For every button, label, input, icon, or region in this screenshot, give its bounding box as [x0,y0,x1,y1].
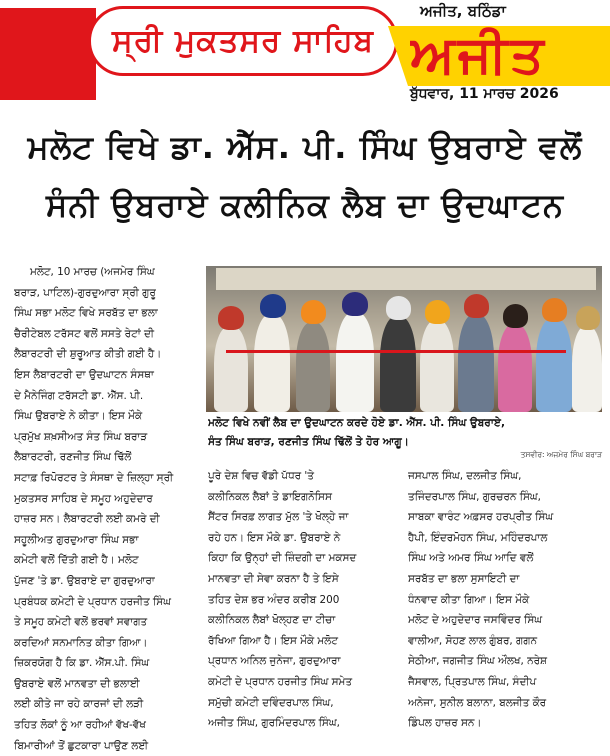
photo-caption-line-1: ਮਲੋਟ ਵਿਖੇ ਨਵੀਂ ਲੈਬ ਦਾ ਉਦਘਾਟਨ ਕਰਦੇ ਹੋਏ ਡਾ. ਐੱਸ. ਪੀ. ਸਿੰਘ ਉਬਰਾਏ, [208,417,505,429]
body-line: ਸਮੁੱਚੀ ਕਮੇਟੀ ਦਵਿੰਦਰਪਾਲ ਸਿੰਘ, [208,696,334,709]
body-line: ਕਰਦਿਆਂ ਸਨਮਾਨਿਤ ਕੀਤਾ ਗਿਆ। [14,636,148,649]
body-line: ਸਹੂਲੀਅਤ ਗੁਰਦੁਆਰਾ ਸਿੰਘ ਸਭਾ [14,533,139,546]
city-banner [88,6,398,76]
body-line: ਪ੍ਰਬੰਧਕ ਕਮੇਟੀ ਦੇ ਪ੍ਰਧਾਨ ਹਰਜੀਤ ਸਿੰਘ [14,595,171,608]
body-line: ਅਨੇਜਾ, ਸੁਨੀਲ ਬਲਾਨਾ, ਬਲਜੀਤ ਕੌਰ [408,696,547,709]
body-line: ਲਈ ਕੀਤੇ ਜਾ ਰਹੇ ਕਾਰਜਾਂ ਦੀ ਲੜੀ [14,698,144,711]
article-photo [206,266,602,412]
body-line: ਸਟਾਫ਼ ਰਿਪੋਰਟਰ ਤੇ ਸੰਸਥਾ ਦੇ ਜ਼ਿਲ੍ਹਾ ਸ੍ਰੀ [14,471,174,484]
body-line: ਮਾਨਵਤਾ ਦੀ ਸੇਵਾ ਕਰਨਾ ਹੈ ਤੇ ਇਸੇ [208,572,339,585]
body-line: ਵਾਲੀਆ, ਸੋਹਣ ਲਾਲ ਗੁੰਬਰ, ਗਗਨ [408,634,537,647]
body-line: ਕਲੀਨਿਕਲ ਲੈਬਾਂ ਖੋਲ੍ਹਣ ਦਾ ਟੀਚਾ [208,614,336,627]
body-line: ਤਹਿਤ ਦੇਸ਼ ਭਰ ਅੰਦਰ ਕਰੀਬ 200 [208,593,340,606]
headline-line-2: ਸੰਨੀ ਉਬਰਾਏ ਕਲੀਨਿਕ ਲੈਬ ਦਾ ਉਦਘਾਟਨ [46,186,564,224]
body-line: ਰਹੇ ਹਨ। ਇਸ ਮੌਕੇ ਡਾ. ਉਬਰਾਏ ਨੇ [208,531,341,544]
body-line: ਤੇ ਸਮੂਹ ਕਮੇਟੀ ਵਲੋਂ ਭਰਵਾਂ ਸਵਾਗਤ [14,616,148,629]
body-line: ਪ੍ਰਮੁੱਖ ਸ਼ਖ਼ਸੀਅਤ ਸੰਤ ਸਿੰਘ ਬਰਾੜ [14,430,148,443]
body-line: ਕਮੇਟੀ ਵਲੋਂ ਦਿੱਤੀ ਗਈ ਹੈ। ਮਲੋਟ [14,554,139,567]
body-line: ਸਿੰਘ ਸਭਾ ਮਲੋਟ ਵਿਖੇ ਸਰਬੱਤ ਦਾ ਭਲਾ [14,307,158,320]
body-line: ਮਲੋਟ ਦੇ ਅਹੁਦੇਦਾਰ ਜਸਵਿੰਦਰ ਸਿੰਘ [408,614,542,627]
body-line: ਬਰਾੜ, ਪਾਟਿਲ)-ਗੁਰਦੁਆਰਾ ਸ੍ਰੀ ਗੁਰੂ [14,286,156,299]
newspaper-logo: ਅਜੀਤ [410,24,547,85]
body-line: ਜੈਸਵਾਲ, ਪ੍ਰਿਤਪਾਲ ਸਿੰਘ, ਸੰਦੀਪ [408,675,537,688]
body-line: ਹੈਪੀ, ਇੰਦਰਮੋਹਨ ਸਿੰਘ, ਮਹਿੰਦਰਪਾਲ [408,531,548,544]
body-line: ਧੰਨਵਾਦ ਕੀਤਾ ਗਿਆ। ਇਸ ਮੌਕੇ [408,593,530,606]
body-line: ਸਿੰਘ ਉਬਰਾਏ ਨੇ ਕੀਤਾ। ਇਸ ਮੌਕੇ [14,410,143,423]
body-line: ਕਿਹਾ ਕਿ ਉਨ੍ਹਾਂ ਦੀ ਜ਼ਿੰਦਗੀ ਦਾ ਮਕਸਦ [208,552,357,565]
body-line: ਚੈਰੀਟੇਬਲ ਟਰੱਸਟ ਵਲੋਂ ਸਸਤੇ ਰੇਟਾਂ ਦੀ [14,327,155,340]
body-line: ਸੇਠੀਆ, ਜਗਜੀਤ ਸਿੰਘ ਔਲਖ, ਨਰੇਸ਼ [408,655,547,668]
publication-date: ਬੁੱਧਵਾਰ, 11 ਮਾਰਚ 2026 [410,86,559,102]
body-line: ਤਹਿਤ ਲੋਕਾਂ ਨੂੰ ਆ ਰਹੀਆਂ ਵੱਖ-ਵੱਖ [14,719,146,732]
body-line: ਲੈਬਾਰਟਰੀ, ਰਣਜੀਤ ਸਿੰਘ ਢਿੱਲੋਂ [14,451,132,464]
body-line: ਡਿੰਪਲ ਹਾਜ਼ਰ ਸਨ। [408,717,482,730]
body-line: ਅਜੀਤ ਸਿੰਘ, ਗੁਰਮਿੰਦਰਪਾਲ ਸਿੰਘ, [208,717,340,730]
body-line: ਜ਼ਿਕਰਯੋਗ ਹੈ ਕਿ ਡਾ. ਐੱਸ.ਪੀ. ਸਿੰਘ [14,657,150,670]
inauguration-ribbon [226,350,566,353]
body-line: ਕਮੇਟੀ ਦੇ ਪ੍ਰਧਾਨ ਹਰਜੀਤ ਸਿੰਘ ਸਮੇਤ [208,675,353,688]
body-line: ਰੱਖਿਆ ਗਿਆ ਹੈ। ਇਸ ਮੌਕੇ ਮਲੋਟ [208,634,338,647]
body-line: ਸਰਬੱਤ ਦਾ ਭਲਾ ਸੁਸਾਇਟੀ ਦਾ [408,572,520,585]
body-line: ਪੁੱਜਣ 'ਤੇ ਡਾ. ਉਬਰਾਏ ਦਾ ਗੁਰਦੁਆਰਾ [14,574,155,587]
article-column-middle [208,466,404,730]
body-line: ਸੈਂਟਰ ਸਿਰਫ਼ ਲਾਗਤ ਮੁੱਲ 'ਤੇ ਖੋਲ੍ਹੇ ਜਾ [208,511,349,524]
article-column-left [14,262,206,752]
body-line: ਬਿਮਾਰੀਆਂ ਤੋਂ ਛੁਟਕਾਰਾ ਪਾਉਣ ਲਈ [14,739,148,752]
city-name: ਸ੍ਰੀ ਮੁਕਤਸਰ ਸਾਹਿਬ [112,22,374,59]
body-line: ਉਬਰਾਏ ਵਲੋਂ ਮਾਨਵਤਾ ਦੀ ਭਲਾਈ [14,677,140,690]
body-line: ਪੂਰੇ ਦੇਸ਼ ਵਿਚ ਵੱਡੀ ਪੱਧਰ 'ਤੇ [208,470,314,482]
photo-credit: ਤਸਵੀਰ: ਅਜਮੇਰ ਸਿੰਘ ਬਰਾੜ [520,450,602,459]
photo-caption-line-2: ਸੰਤ ਸਿੰਘ ਬਰਾੜ, ਰਣਜੀਤ ਸਿੰਘ ਢਿੱਲੋਂ ਤੇ ਹੋਰ ਆਗੂ। [208,436,409,448]
body-line: ਪ੍ਰਧਾਨ ਅਨਿਲ ਜੁਨੇਜਾ, ਗੁਰਦੁਆਰਾ [208,655,341,668]
body-line: ਤਜਿੰਦਰਪਾਲ ਸਿੰਘ, ਗੁਰਚਰਨ ਸਿੰਘ, [408,490,541,503]
photo-caption [208,414,602,452]
body-line: ਮੁਕਤਸਰ ਸਾਹਿਬ ਦੇ ਸਮੂਹ ਅਹੁਦੇਦਾਰ [14,492,153,505]
body-line: ਇਸ ਲੈਬਾਰਟਰੀ ਦਾ ਉਦਘਾਟਨ ਸੰਸਥਾ [14,368,154,381]
headline-line-1: ਮਲੋਟ ਵਿਖੇ ਡਾ. ਐੱਸ. ਪੀ. ਸਿੰਘ ਉਬਰਾਏ ਵਲੋਂ [27,128,583,166]
body-line: ਕਲੀਨਿਕਲ ਲੈਬਾਂ ਤੇ ਡਾਇਗਨੋਸਿਸ [208,490,332,503]
body-line: ਦੇ ਮੈਨੇਜਿੰਗ ਟਰੱਸਟੀ ਡਾ. ਐੱਸ. ਪੀ. [14,389,144,402]
article-headline [0,118,610,258]
body-line: ਮਲੋਟ, 10 ਮਾਰਚ (ਅਜਮੇਰ ਸਿੰਘ [30,266,155,278]
body-line: ਸਾਬਕਾ ਵਾਰੰਟ ਅਫ਼ਸਰ ਹਰਪ੍ਰੀਤ ਸਿੰਘ [408,511,554,524]
body-line: ਸਿੰਘ ਅਤੇ ਅਮਰ ਸਿੰਘ ਆਦਿ ਵਲੋਂ [408,552,534,565]
edition-label: ਅਜੀਤ, ਬਠਿੰਡਾ [420,2,506,20]
photo-backdrop-banner [216,268,596,290]
article-column-right [408,466,602,730]
body-line: ਹਾਜ਼ਰ ਸਨ। ਲੈਬਾਰਟਰੀ ਲਈ ਕਮਰੇ ਦੀ [14,513,160,526]
body-line: ਲੈਬਾਰਟਰੀ ਦੀ ਸ਼ੁਰੂਆਤ ਕੀਤੀ ਗਈ ਹੈ। [14,348,162,361]
masthead [0,0,610,108]
body-line: ਜਸਪਾਲ ਸਿੰਘ, ਦਲਜੀਤ ਸਿੰਘ, [408,470,522,482]
